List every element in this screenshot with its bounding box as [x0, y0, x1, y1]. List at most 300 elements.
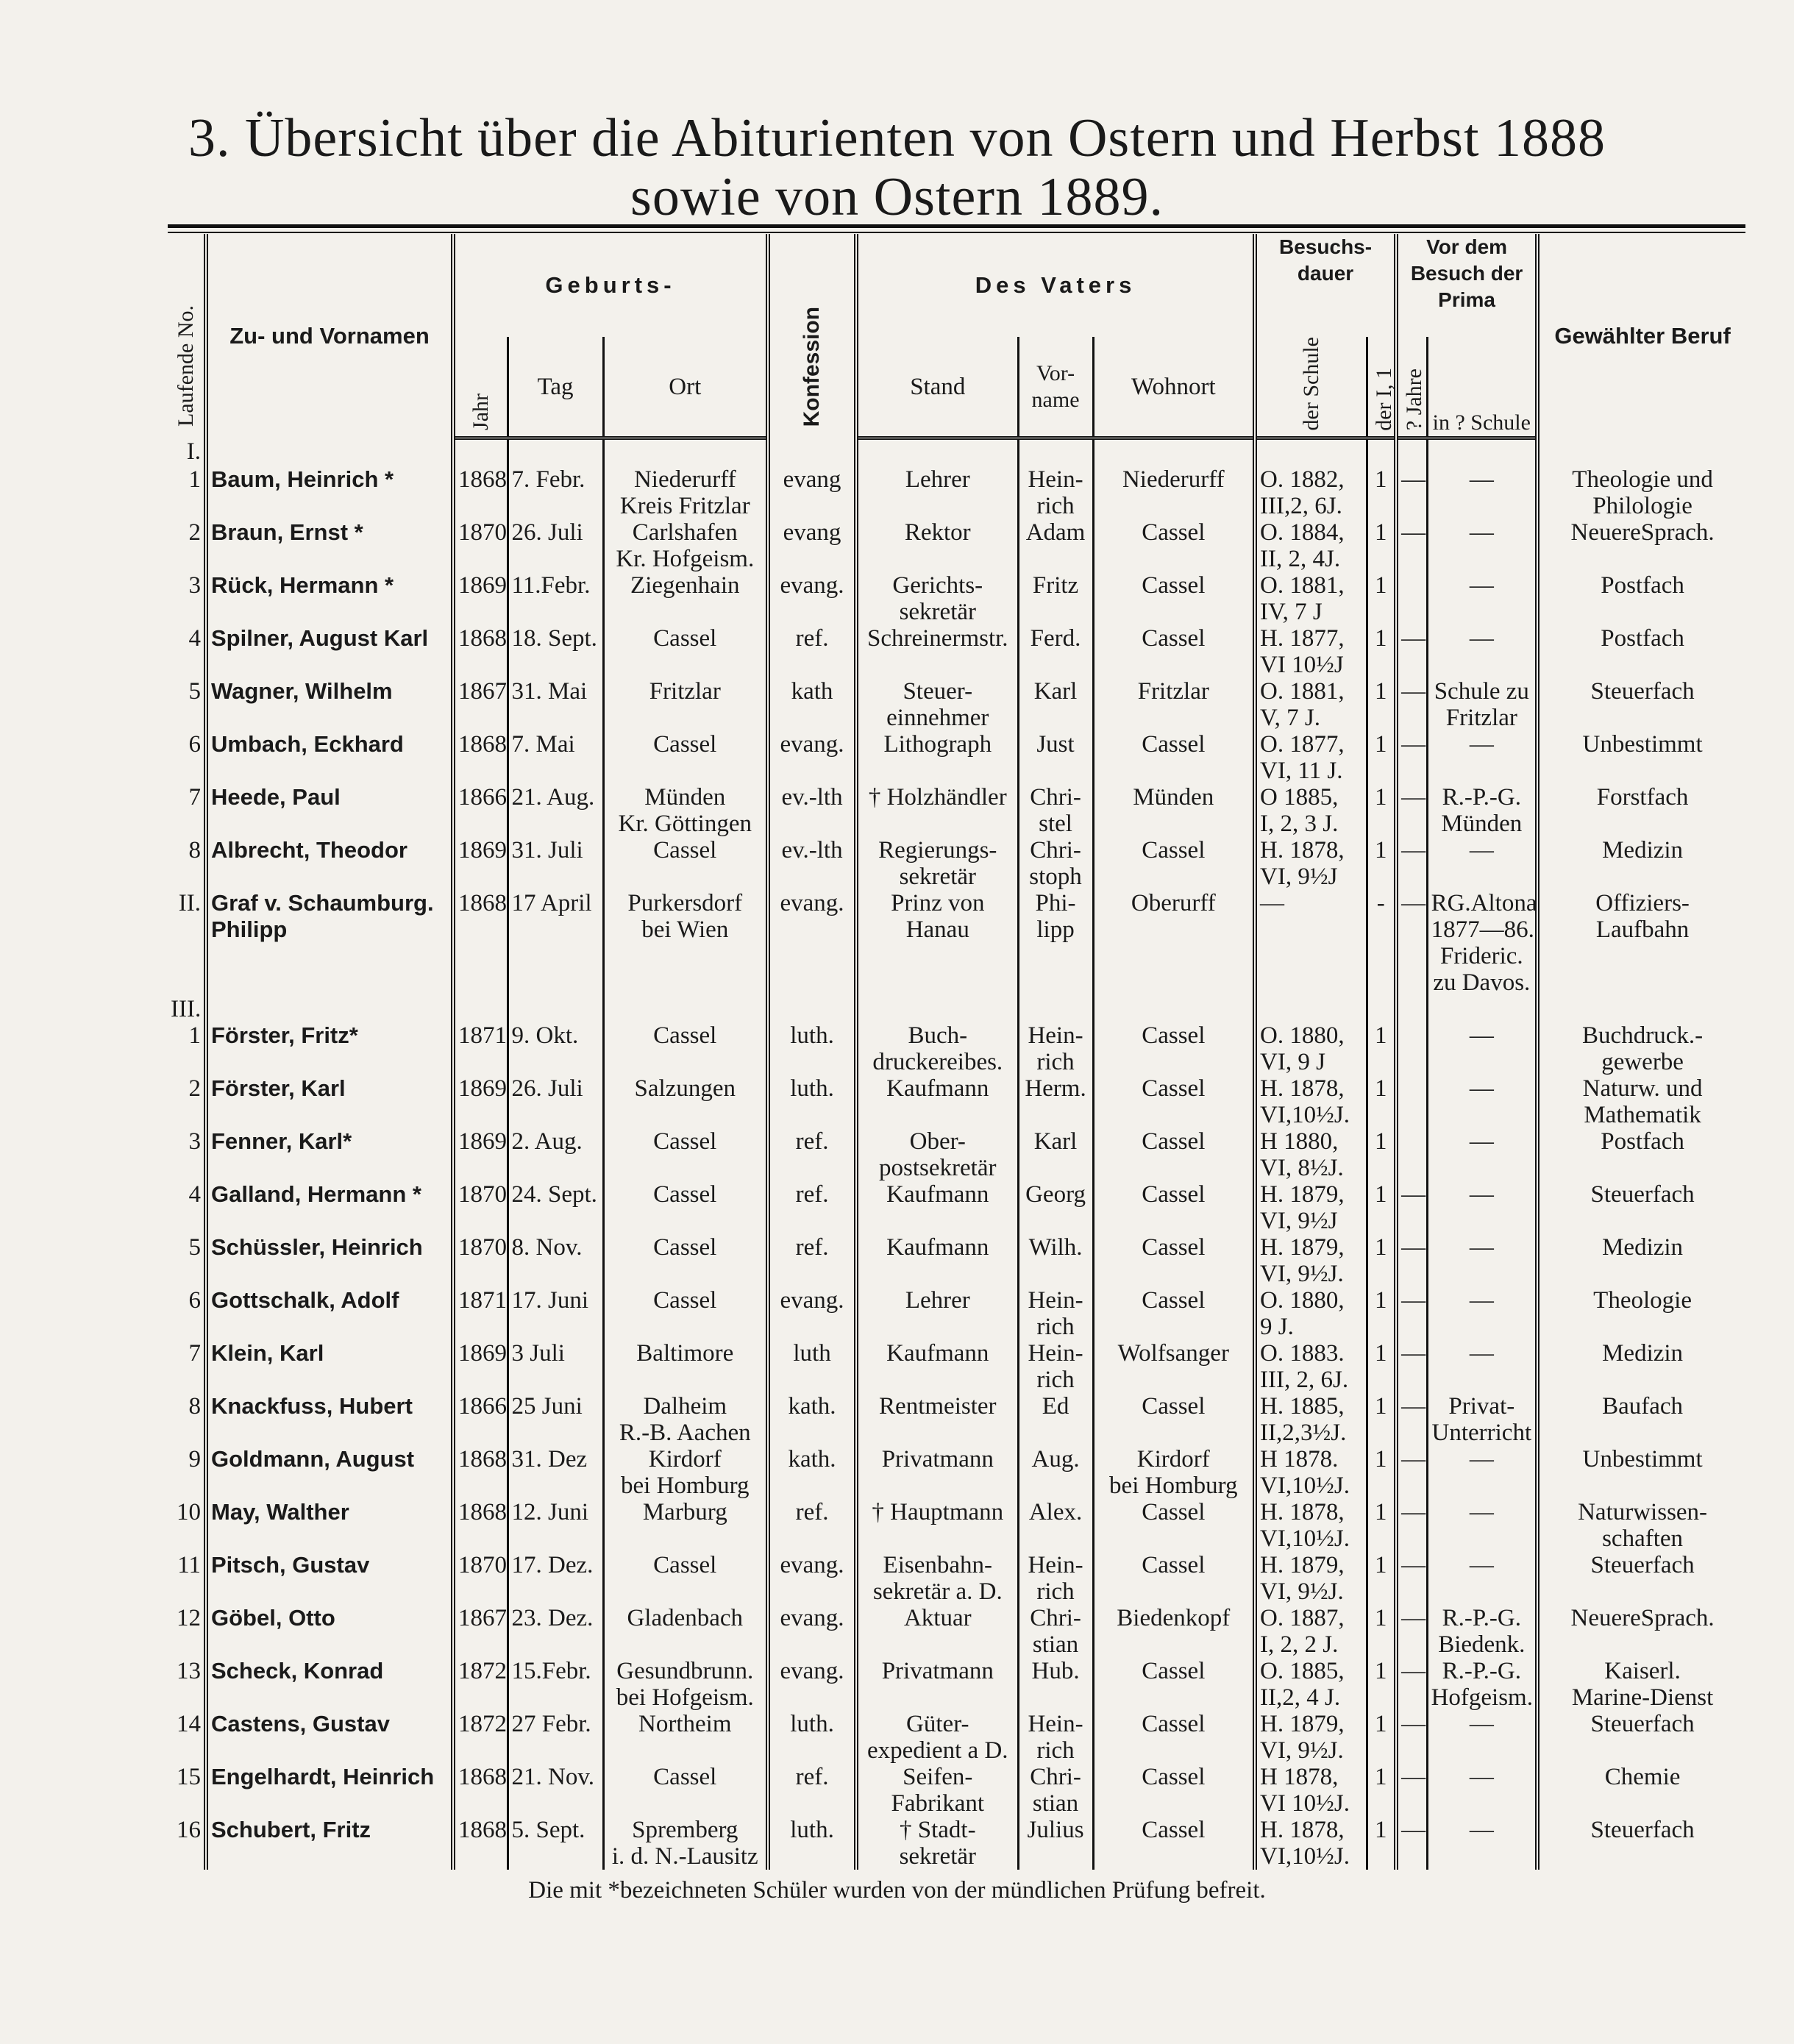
cell-der-i1-text: 1	[1375, 1393, 1387, 1420]
cell-konfession-text: evang.	[780, 1658, 844, 1685]
section-row	[168, 996, 1745, 1022]
cell-ort	[603, 625, 768, 678]
cell-schule-text: II, 2, 4J.	[1260, 546, 1341, 573]
cell-name	[206, 1128, 453, 1181]
cell-konfession	[768, 1340, 856, 1393]
cell-vorname-text: Herm.	[1025, 1075, 1086, 1103]
cell-jahr	[453, 890, 508, 996]
cell-jahre-text: —	[1401, 625, 1426, 652]
cell-konfession-text: ref.	[795, 1181, 829, 1208]
cell-stand	[856, 784, 1018, 837]
cell-jahr-text: 1872	[458, 1658, 507, 1685]
cell-vorname	[1018, 1552, 1093, 1605]
cell-no-text: 7	[188, 784, 201, 811]
cell-der-i1-text: 1	[1375, 519, 1387, 546]
cell-stand-text: Ober-	[909, 1128, 966, 1155]
cell-jahre-text: —	[1401, 1605, 1426, 1632]
cell-tag	[508, 1817, 603, 1870]
cell-jahr-text: 1871	[458, 1022, 507, 1050]
cell-jahre-text: —	[1401, 1552, 1426, 1579]
cell-vorname	[1018, 731, 1093, 784]
cell-vorname	[1018, 1075, 1093, 1128]
cell-vorname-text: Chri-	[1030, 1764, 1081, 1791]
cell-name-text: Göbel, Otto	[211, 1605, 335, 1631]
cell-name-text: Umbach, Eckhard	[211, 731, 404, 758]
cell-wohnort-text: Cassel	[1142, 1022, 1206, 1050]
cell-no	[168, 1658, 206, 1711]
cell-vorname-text: Karl	[1033, 1128, 1078, 1155]
cell-konfession	[768, 1658, 856, 1711]
cell-beruf	[1537, 1499, 1745, 1552]
cell-der-i1-text: 1	[1375, 1764, 1387, 1791]
cell-der-i1-text: 1	[1375, 1658, 1387, 1685]
cell-schule-text: I, 2, 3 J.	[1260, 811, 1339, 838]
cell-jahre	[1396, 678, 1427, 731]
cell-tag-text: 23. Dez.	[511, 1605, 594, 1632]
cell-name	[206, 837, 453, 890]
cell-jahr-text: 1870	[458, 519, 507, 546]
cell-vor-schule-text: —	[1469, 1181, 1494, 1208]
cell-schule	[1255, 1234, 1367, 1287]
cell-konfession	[768, 1499, 856, 1552]
cell-der-i1	[1367, 1817, 1396, 1870]
cell-tag	[508, 1764, 603, 1817]
cell-ort	[603, 678, 768, 731]
cell-no-text: 2	[188, 1075, 201, 1103]
cell-der-i1-text: 1	[1375, 1022, 1387, 1050]
cell-beruf-text: Steuerfach	[1590, 678, 1695, 705]
cell-jahre	[1396, 1552, 1427, 1605]
cell-no	[168, 1393, 206, 1446]
cell-wohnort	[1093, 784, 1255, 837]
cell-tag	[508, 1022, 603, 1075]
cell-tag	[508, 1605, 603, 1658]
cell-jahr	[453, 1393, 508, 1446]
header-vor-dem: Vor dem Besuch der Prima	[1396, 234, 1537, 337]
cell-beruf-text: Steuerfach	[1590, 1552, 1695, 1579]
table-row	[168, 1181, 1745, 1234]
cell-stand-text: Gerichts-	[892, 572, 983, 599]
cell-no	[168, 519, 206, 572]
cell-tag-text: 3 Juli	[511, 1340, 565, 1367]
cell-vorname	[1018, 1817, 1093, 1870]
cell-vorname-text: Hein-	[1028, 466, 1083, 494]
cell-jahr-text: 1868	[458, 625, 507, 652]
cell-jahre	[1396, 1075, 1427, 1128]
cell-der-i1-text: 1	[1375, 837, 1387, 864]
header-tag: Tag	[508, 337, 603, 438]
cell-name-text: Castens, Gustav	[211, 1711, 390, 1737]
cell-no-text: 6	[188, 1287, 201, 1314]
cell-no	[168, 1181, 206, 1234]
cell-der-i1	[1367, 837, 1396, 890]
cell-jahre	[1396, 1446, 1427, 1499]
cell-der-i1	[1367, 1658, 1396, 1711]
cell-no	[168, 1022, 206, 1075]
cell-ort-text: Salzungen	[634, 1075, 736, 1103]
cell-ort-text: Cassel	[653, 1234, 717, 1261]
cell-vorname	[1018, 1393, 1093, 1446]
cell-tag	[508, 1287, 603, 1340]
cell-jahre-text: —	[1401, 1393, 1426, 1420]
cell-vorname-text: stel	[1039, 811, 1072, 838]
header-in-schule: in ? Schule	[1427, 337, 1537, 438]
cell-wohnort	[1093, 1287, 1255, 1340]
cell-jahre	[1396, 1022, 1427, 1075]
cell-name-text: Knackfuss, Hubert	[211, 1393, 413, 1420]
cell-schule	[1255, 1181, 1367, 1234]
cell-stand-text: Lithograph	[883, 731, 992, 758]
cell-stand-text: † Stadt-	[899, 1817, 976, 1844]
cell-name	[206, 1234, 453, 1287]
cell-vor-schule	[1427, 1340, 1537, 1393]
cell-beruf-text: Kaiserl.	[1604, 1658, 1681, 1685]
cell-jahre	[1396, 1499, 1427, 1552]
cell-stand	[856, 625, 1018, 678]
cell-konfession	[768, 1181, 856, 1234]
cell-tag	[508, 1446, 603, 1499]
table-body	[168, 438, 1745, 1870]
cell-schule-text: H. 1878,	[1260, 1075, 1345, 1103]
cell-beruf	[1537, 890, 1745, 996]
cell-wohnort	[1093, 1817, 1255, 1870]
cell-ort-text: Kr. Hofgeism.	[616, 546, 755, 573]
cell-ort-text: i. d. N.-Lausitz	[611, 1843, 758, 1870]
cell-tag	[508, 625, 603, 678]
cell-vorname-text: rich	[1036, 1578, 1075, 1606]
cell-der-i1-text: 1	[1375, 1552, 1387, 1579]
cell-konfession	[768, 572, 856, 625]
cell-schule-text: 9 J.	[1260, 1314, 1294, 1341]
cell-vor-schule-text: Frideric.	[1439, 943, 1523, 970]
cell-stand	[856, 1075, 1018, 1128]
cell-name-text: Klein, Karl	[211, 1340, 324, 1367]
cell-tag-text: 31. Dez	[511, 1446, 588, 1473]
cell-no	[168, 1075, 206, 1128]
cell-konfession	[768, 1552, 856, 1605]
cell-schule-text: VI,10½J.	[1260, 1843, 1350, 1870]
cell-wohnort-text: bei Homburg	[1109, 1473, 1238, 1500]
cell-der-i1	[1367, 1075, 1396, 1128]
cell-konfession	[768, 1234, 856, 1287]
cell-no-text: 1	[188, 1022, 201, 1050]
cell-stand-text: Rentmeister	[879, 1393, 997, 1420]
cell-vor-schule-text: Hofgeism.	[1431, 1684, 1533, 1712]
cell-tag-text: 25 Juni	[511, 1393, 583, 1420]
cell-stand-text: druckereibes.	[872, 1049, 1003, 1076]
cell-der-i1-text: 1	[1375, 466, 1387, 494]
cell-beruf	[1537, 1075, 1745, 1128]
cell-vorname	[1018, 837, 1093, 890]
cell-name-text: Graf v. Schaumburg.	[211, 890, 434, 916]
cell-stand	[856, 1605, 1018, 1658]
table-row	[168, 837, 1745, 890]
cell-der-i1-text: 1	[1375, 625, 1387, 652]
cell-der-i1-text: 1	[1375, 1075, 1387, 1103]
cell-der-i1-text: 1	[1375, 1234, 1387, 1261]
cell-vor-schule-text: —	[1469, 1075, 1494, 1103]
cell-ort	[603, 1287, 768, 1340]
cell-schule	[1255, 1022, 1367, 1075]
cell-konfession-text: luth	[793, 1340, 831, 1367]
cell-name	[206, 572, 453, 625]
cell-jahr-text: 1868	[458, 890, 507, 917]
cell-beruf-text: Forstfach	[1596, 784, 1689, 811]
cell-jahr-text: 1870	[458, 1181, 507, 1208]
cell-ort-text: bei Homburg	[621, 1473, 750, 1500]
cell-ort-text: bei Hofgeism.	[616, 1684, 754, 1712]
cell-schule-text: H. 1878,	[1260, 1499, 1345, 1526]
cell-vor-schule-text: —	[1469, 1128, 1494, 1155]
cell-ort-text: Niederurff	[633, 466, 736, 494]
cell-wohnort-text: Cassel	[1142, 1181, 1206, 1208]
cell-jahr-text: 1867	[458, 678, 507, 705]
cell-jahre-text: —	[1401, 784, 1426, 811]
header-wohnort: Wohnort	[1093, 337, 1255, 438]
cell-vorname-text: Alex.	[1028, 1499, 1083, 1526]
page-title	[0, 109, 1794, 227]
cell-wohnort-text: Cassel	[1142, 1817, 1206, 1844]
cell-der-i1	[1367, 1552, 1396, 1605]
cell-name	[206, 1711, 453, 1764]
cell-beruf-text: Steuerfach	[1590, 1817, 1695, 1844]
cell-stand-text: Lehrer	[905, 466, 970, 494]
cell-wohnort	[1093, 1552, 1255, 1605]
cell-ort-text: Spremberg	[632, 1817, 738, 1844]
cell-name-text: Förster, Karl	[211, 1075, 346, 1102]
cell-stand-text: Lehrer	[905, 1287, 970, 1314]
cell-vor-schule-text: —	[1469, 572, 1494, 599]
cell-jahr	[453, 1817, 508, 1870]
cell-vor-schule-text: —	[1469, 837, 1494, 864]
cell-ort	[603, 1128, 768, 1181]
cell-wohnort	[1093, 1022, 1255, 1075]
cell-wohnort-text: Cassel	[1142, 731, 1206, 758]
cell-wohnort	[1093, 1234, 1255, 1287]
cell-beruf-text: Medizin	[1602, 837, 1684, 864]
cell-konfession-text: evang.	[780, 1552, 844, 1579]
cell-tag-text: 5. Sept.	[511, 1817, 585, 1844]
cell-der-i1	[1367, 1764, 1396, 1817]
cell-tag	[508, 731, 603, 784]
header-stand: Stand	[856, 337, 1018, 438]
cell-jahre	[1396, 731, 1427, 784]
table-row	[168, 466, 1745, 519]
cell-stand	[856, 572, 1018, 625]
cell-stand-text: Privatmann	[881, 1658, 994, 1685]
cell-name-text: Schubert, Fritz	[211, 1817, 371, 1843]
cell-vor-schule-text: —	[1469, 1817, 1494, 1844]
cell-schule-text: O. 1883.	[1260, 1340, 1345, 1367]
cell-wohnort	[1093, 1393, 1255, 1446]
cell-stand	[856, 1181, 1018, 1234]
cell-schule-text: H. 1878,	[1260, 837, 1345, 864]
header-vorname: Vor-name	[1018, 337, 1093, 438]
cell-jahr-text: 1869	[458, 572, 507, 599]
cell-stand	[856, 519, 1018, 572]
cell-schule	[1255, 890, 1367, 996]
cell-ort-text: Cassel	[653, 1181, 717, 1208]
cell-beruf	[1537, 572, 1745, 625]
cell-jahr	[453, 1022, 508, 1075]
cell-ort-text: Gesundbrunn.	[616, 1658, 754, 1685]
cell-vorname-text: Hein-	[1028, 1552, 1083, 1579]
cell-vor-schule-text: Fritzlar	[1445, 705, 1517, 732]
cell-ort	[603, 1605, 768, 1658]
cell-vorname-text: stian	[1032, 1631, 1079, 1659]
cell-tag-text: 12. Juni	[511, 1499, 589, 1526]
cell-jahr	[453, 1446, 508, 1499]
cell-vorname-text: Aug.	[1031, 1446, 1080, 1473]
cell-name-text: Albrecht, Theodor	[211, 837, 407, 863]
cell-name-text: May, Walther	[211, 1499, 349, 1525]
cell-beruf	[1537, 1234, 1745, 1287]
cell-stand-text: postsekretär	[879, 1155, 997, 1182]
cell-ort-text: Ziegenhain	[630, 572, 740, 599]
cell-no	[168, 890, 206, 996]
cell-jahr-text: 1866	[458, 1393, 507, 1420]
cell-jahr	[453, 1499, 508, 1552]
table-row	[168, 1658, 1745, 1711]
cell-beruf	[1537, 466, 1745, 519]
header-name: Zu- und Vornamen	[206, 234, 453, 438]
cell-beruf-text: Offiziers-	[1595, 890, 1690, 917]
cell-jahre-text: —	[1401, 1234, 1426, 1261]
cell-stand-text: expedient a D.	[867, 1737, 1008, 1765]
cell-der-i1-text: 1	[1375, 1499, 1387, 1526]
section-label: I.	[186, 438, 201, 465]
cell-der-i1	[1367, 1605, 1396, 1658]
cell-beruf-text: NeuereSprach.	[1570, 1605, 1715, 1632]
cell-jahr-text: 1868	[458, 1499, 507, 1526]
cell-der-i1-text: 1	[1375, 1128, 1387, 1155]
cell-jahr	[453, 1711, 508, 1764]
cell-wohnort-text: Cassel	[1142, 1658, 1206, 1685]
cell-konfession-text: ev.-lth	[781, 784, 843, 811]
cell-der-i1	[1367, 1393, 1396, 1446]
cell-vorname-text: Chri-	[1030, 837, 1081, 864]
cell-konfession	[768, 731, 856, 784]
cell-konfession-text: ref.	[795, 1128, 829, 1155]
cell-vor-schule-text: R.-P.-G.	[1442, 1658, 1521, 1685]
cell-konfession	[768, 625, 856, 678]
cell-der-i1	[1367, 625, 1396, 678]
cell-tag	[508, 1393, 603, 1446]
cell-stand-text: Aktuar	[903, 1605, 972, 1632]
cell-der-i1-text: 1	[1375, 1287, 1387, 1314]
cell-vor-schule-text: Schule zu	[1434, 678, 1529, 705]
cell-vorname	[1018, 1181, 1093, 1234]
cell-beruf-text: Naturw. und	[1582, 1075, 1703, 1103]
cell-beruf	[1537, 1552, 1745, 1605]
cell-schule-text: IV, 7 J	[1260, 599, 1323, 626]
cell-vorname-text: Wilh.	[1028, 1234, 1083, 1261]
cell-der-i1-text: 1	[1375, 731, 1387, 758]
cell-wohnort-text: Cassel	[1142, 1234, 1206, 1261]
cell-wohnort-text: Cassel	[1142, 1075, 1206, 1103]
cell-vor-schule-text: —	[1469, 1499, 1494, 1526]
cell-vor-schule-text: zu Davos.	[1433, 969, 1531, 997]
cell-ort-text: Münden	[644, 784, 726, 811]
cell-vor-schule-text: R.-P.-G.	[1442, 1605, 1521, 1632]
cell-jahre	[1396, 519, 1427, 572]
cell-tag	[508, 1128, 603, 1181]
cell-wohnort-text: Niederurff	[1122, 466, 1225, 494]
cell-vor-schule-text: Münden	[1441, 811, 1523, 838]
cell-der-i1	[1367, 1287, 1396, 1340]
cell-no-text: 3	[188, 572, 201, 599]
cell-tag-text: 2. Aug.	[511, 1128, 583, 1155]
cell-jahre	[1396, 1605, 1427, 1658]
cell-beruf-text: Mathematik	[1584, 1102, 1701, 1129]
cell-konfession	[768, 784, 856, 837]
cell-vor-schule	[1427, 1764, 1537, 1817]
cell-beruf	[1537, 1764, 1745, 1817]
cell-schule	[1255, 1446, 1367, 1499]
cell-jahr	[453, 678, 508, 731]
cell-beruf-text: Chemie	[1604, 1764, 1681, 1791]
cell-jahre	[1396, 837, 1427, 890]
cell-der-i1-text: 1	[1375, 1181, 1387, 1208]
cell-vorname-text: Adam	[1025, 519, 1086, 546]
cell-stand	[856, 1552, 1018, 1605]
cell-stand-text: Regierungs-	[878, 837, 997, 864]
cell-beruf	[1537, 1340, 1745, 1393]
cell-name-text: Baum, Heinrich *	[211, 466, 394, 493]
cell-beruf-text: gewerbe	[1601, 1049, 1684, 1076]
cell-schule-text: H. 1879,	[1260, 1234, 1345, 1261]
cell-vor-schule-text: —	[1469, 1552, 1494, 1579]
cell-ort	[603, 1817, 768, 1870]
cell-ort-text: Kreis Fritzlar	[619, 493, 750, 520]
cell-name	[206, 1393, 453, 1446]
cell-schule	[1255, 1711, 1367, 1764]
cell-no-text: 12	[177, 1605, 201, 1632]
cell-stand	[856, 837, 1018, 890]
cell-schule-text: O. 1877,	[1260, 731, 1345, 758]
cell-no-text: II.	[178, 890, 201, 917]
cell-stand-text: Rektor	[904, 519, 971, 546]
cell-beruf-text: Medizin	[1602, 1340, 1684, 1367]
cell-vorname	[1018, 1711, 1093, 1764]
cell-schule-text: V, 7 J.	[1260, 705, 1320, 732]
cell-vor-schule-text: —	[1469, 1340, 1494, 1367]
cell-der-i1	[1367, 519, 1396, 572]
cell-tag	[508, 1552, 603, 1605]
cell-vor-schule	[1427, 1552, 1537, 1605]
header-jahr: Jahr	[468, 394, 493, 431]
cell-no	[168, 837, 206, 890]
cell-vor-schule-text: —	[1469, 519, 1494, 546]
cell-beruf	[1537, 784, 1745, 837]
cell-name	[206, 1605, 453, 1658]
cell-ort-text: Purkersdorf	[627, 890, 743, 917]
cell-der-i1	[1367, 1128, 1396, 1181]
cell-wohnort-text: Cassel	[1142, 1287, 1206, 1314]
cell-stand	[856, 731, 1018, 784]
cell-vor-schule-text: —	[1469, 1711, 1494, 1738]
cell-jahr-text: 1869	[458, 1128, 507, 1155]
cell-schule	[1255, 1764, 1367, 1817]
cell-name-text: Gottschalk, Adolf	[211, 1287, 399, 1314]
cell-jahre	[1396, 572, 1427, 625]
cell-vor-schule	[1427, 1817, 1537, 1870]
header-vaters: Des Vaters	[856, 234, 1255, 337]
cell-vorname-text: Just	[1036, 731, 1075, 758]
table-row	[168, 1552, 1745, 1605]
header-no: Laufende No.	[173, 305, 198, 427]
cell-ort	[603, 837, 768, 890]
